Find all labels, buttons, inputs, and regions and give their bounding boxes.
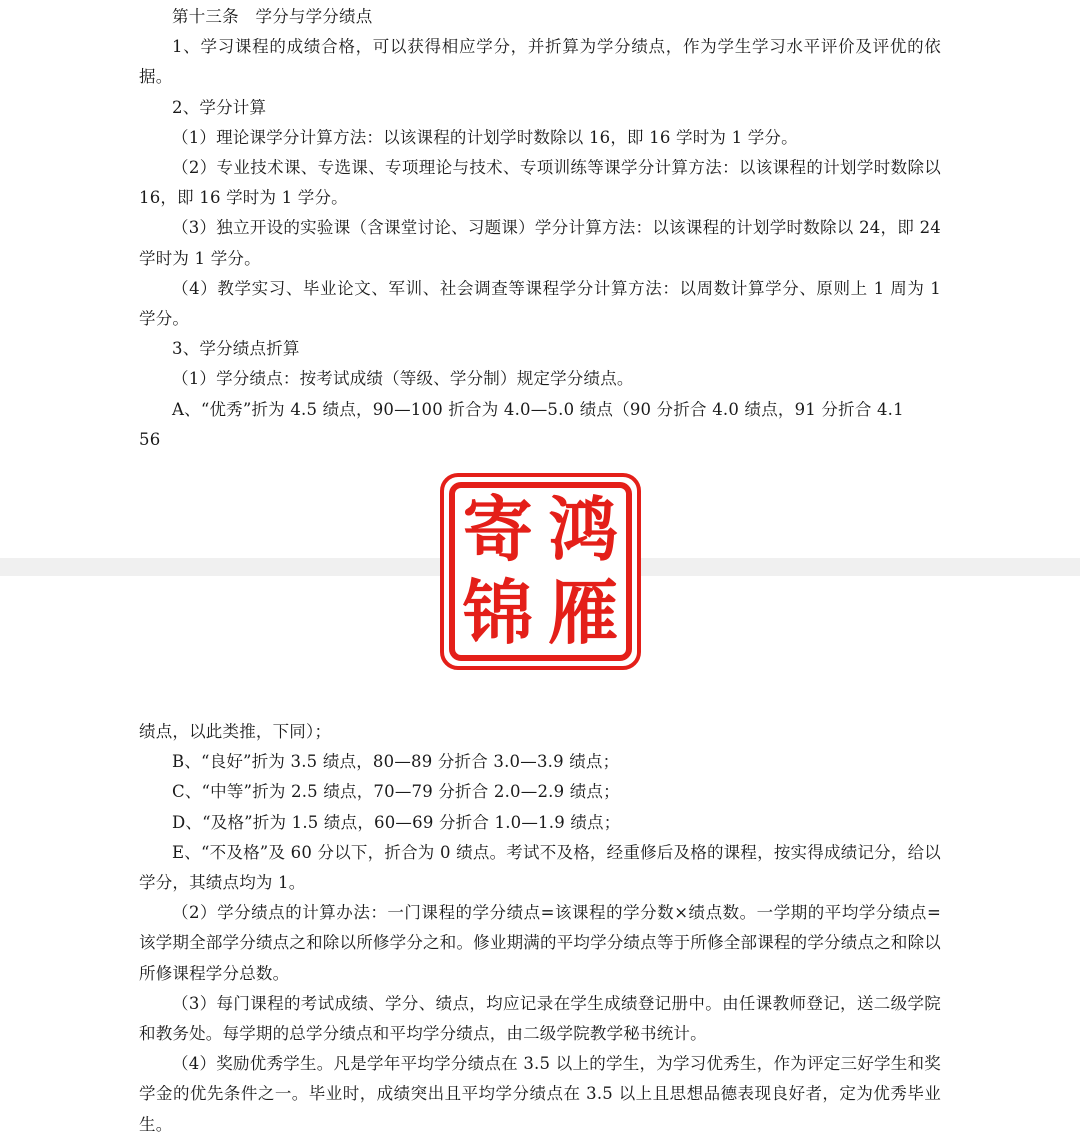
- paragraph: C、“中等”折为 2.5 绩点，70—79 分折合 2.0—2.9 绩点；: [172, 782, 620, 802]
- paragraph: （2）专业技术课、专选课、专项理论与技术、专项训练等课学分计算方法：以该课程的计划学时数除以 16，即 16 学时为 1 学分。: [139, 158, 941, 208]
- article-title: 第十三条 学分与学分绩点: [172, 7, 373, 26]
- paragraph: （4）奖励优秀学生。凡是学年平均学分绩点在 3.5 以上的学生，为学习优秀生，作为评定三好学生和奖学金的优先条件之一。毕业时，成绩突出且平均学分绩点在 3.5 以上且思想品德表现良好者，定为优秀毕业生。: [139, 1054, 941, 1134]
- section-heading: 2、学分计算: [172, 97, 267, 117]
- paragraph: （1）学分绩点：按考试成绩（等级、学分制）规定学分绩点。: [172, 369, 634, 389]
- continuation-line: 绩点，以此类推，下同）；: [139, 722, 332, 741]
- seal-char: 锦: [462, 572, 533, 655]
- watermark-seal: [440, 473, 641, 670]
- grade-point-text: [139, 717, 941, 1140]
- paragraph: D、“及格”折为 1.5 绩点，60—69 分折合 1.0—1.9 绩点；: [172, 812, 621, 832]
- paragraph: A、“优秀”折为 4.5 绩点，90—100 折合为 4.0—5.0 绩点（90 分折合 4.0 绩点，91 分折合 4.1: [172, 399, 904, 419]
- paragraph: （4）教学实习、毕业论文、军训、社会调查等课程学分计算方法：以周数计算学分、原则上 1 周为 1 学分。: [139, 278, 941, 329]
- paragraph: （1）理论课学分计算方法：以该课程的计划学时数除以 16，即 16 学时为 1 学分。: [172, 127, 798, 147]
- section-heading: 3、学分绩点折算: [172, 339, 300, 359]
- paragraph: B、“良好”折为 3.5 绩点，80—89 分折合 3.0—3.9 绩点；: [172, 752, 620, 772]
- seal-char: 鸿: [548, 488, 619, 571]
- paragraph: （3）每门课程的考试成绩、学分、绩点，均应记录在学生成绩登记册中。由任课教师登记，送二级学院和教务处。每学期的总学分绩点和平均学分绩点，由二级学院教学秘书统计。: [139, 993, 941, 1044]
- paragraph: （3）独立开设的实验课（含课堂讨论、习题课）学分计算方法：以该课程的计划学时数除以 24，即 24 学时为 1 学分。: [139, 218, 941, 268]
- seal-char: 寄: [462, 488, 533, 571]
- page-number: 56: [139, 429, 161, 449]
- article-13-text: [139, 2, 941, 455]
- paragraph: 1、学习课程的成绩合格，可以获得相应学分，并折算为学分绩点，作为学生学习水平评价及评优的依据。: [139, 37, 941, 87]
- seal-border: [449, 482, 632, 661]
- paragraph: E、“不及格”及 60 分以下，折合为 0 绩点。考试不及格，经重修后及格的课程，按实得成绩记分，给以学分，其绩点均为 1。: [139, 842, 941, 893]
- seal-char: 雁: [548, 572, 619, 655]
- paragraph: （2）学分绩点的计算办法：一门课程的学分绩点=该课程的学分数×绩点数。一学期的平均学分绩点=该学期全部学分绩点之和除以所修学分之和。修业期满的平均学分绩点等于所修全部课程的学分绩点之和除以所修课程学分总数。: [139, 903, 941, 983]
